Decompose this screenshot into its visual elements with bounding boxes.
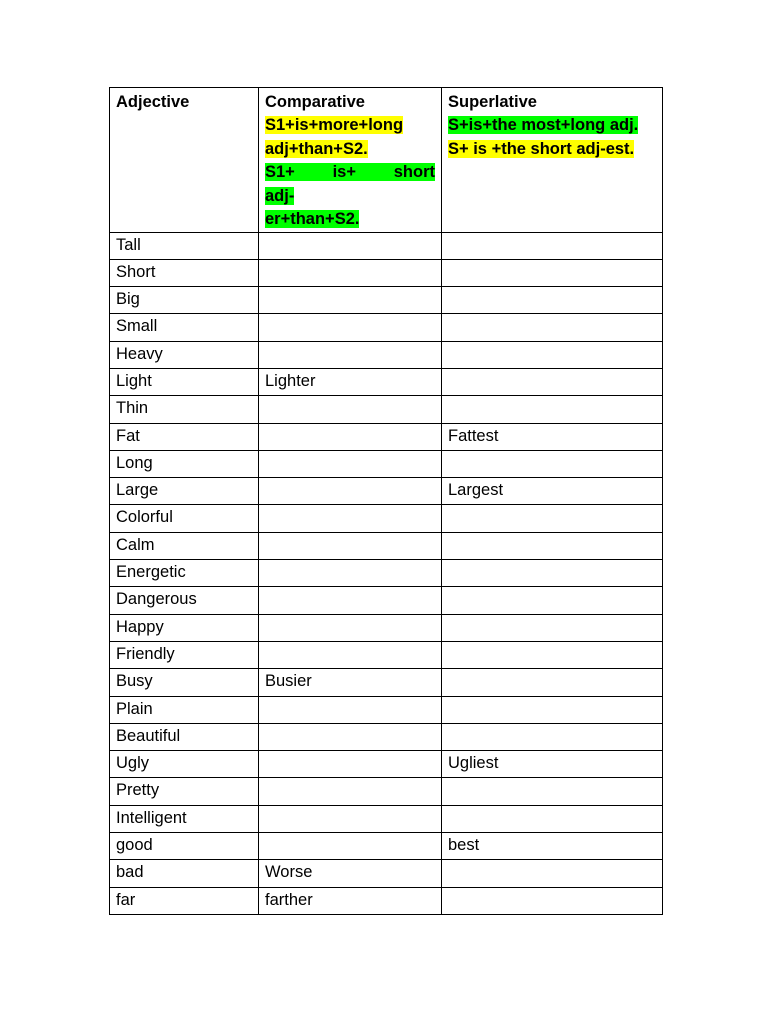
cell-superlative: Fattest xyxy=(442,423,663,450)
cell-adjective: Busy xyxy=(110,669,259,696)
cell-comparative xyxy=(259,614,442,641)
cell-superlative xyxy=(442,287,663,314)
cell-superlative xyxy=(442,314,663,341)
cell-comparative: farther xyxy=(259,887,442,914)
adjective-table xyxy=(109,87,663,915)
cell-comparative: Worse xyxy=(259,860,442,887)
table-row xyxy=(110,287,663,314)
cell-superlative: best xyxy=(442,833,663,860)
table-row xyxy=(110,723,663,750)
cell-comparative xyxy=(259,478,442,505)
cell-adjective: Large xyxy=(110,478,259,505)
cell-superlative xyxy=(442,560,663,587)
cell-adjective: Thin xyxy=(110,396,259,423)
cell-adjective: Ugly xyxy=(110,751,259,778)
cell-superlative xyxy=(442,368,663,395)
superlative-long-rule: S+is+the most+long adj. xyxy=(448,116,639,134)
cell-adjective: far xyxy=(110,887,259,914)
cell-comparative xyxy=(259,778,442,805)
cell-comparative xyxy=(259,505,442,532)
cell-adjective: Calm xyxy=(110,532,259,559)
table-row xyxy=(110,833,663,860)
cell-adjective: Pretty xyxy=(110,778,259,805)
cell-adjective: Colorful xyxy=(110,505,259,532)
table-row xyxy=(110,641,663,668)
cell-comparative xyxy=(259,423,442,450)
cell-superlative xyxy=(442,669,663,696)
table-row xyxy=(110,259,663,286)
cell-adjective: Dangerous xyxy=(110,587,259,614)
cell-superlative xyxy=(442,341,663,368)
cell-superlative xyxy=(442,614,663,641)
cell-adjective: Light xyxy=(110,368,259,395)
table-row xyxy=(110,778,663,805)
cell-superlative xyxy=(442,532,663,559)
cell-superlative xyxy=(442,505,663,532)
table-row xyxy=(110,887,663,914)
cell-comparative xyxy=(259,450,442,477)
cell-superlative xyxy=(442,259,663,286)
cell-comparative xyxy=(259,587,442,614)
cell-superlative: Ugliest xyxy=(442,751,663,778)
table-row xyxy=(110,614,663,641)
table-row xyxy=(110,423,663,450)
cell-adjective: bad xyxy=(110,860,259,887)
cell-comparative xyxy=(259,396,442,423)
cell-adjective: Fat xyxy=(110,423,259,450)
cell-adjective: Small xyxy=(110,314,259,341)
superlative-short-rule: S+ is +the short adj-est. xyxy=(448,139,635,158)
cell-comparative xyxy=(259,232,442,259)
document-page xyxy=(109,87,662,915)
cell-adjective: Plain xyxy=(110,696,259,723)
cell-comparative: Busier xyxy=(259,669,442,696)
cell-adjective: Beautiful xyxy=(110,723,259,750)
cell-adjective: Tall xyxy=(110,232,259,259)
cell-superlative: Largest xyxy=(442,478,663,505)
cell-comparative xyxy=(259,641,442,668)
cell-superlative xyxy=(442,696,663,723)
cell-comparative xyxy=(259,751,442,778)
cell-adjective: Happy xyxy=(110,614,259,641)
cell-comparative xyxy=(259,532,442,559)
cell-comparative xyxy=(259,805,442,832)
table-header-row xyxy=(110,88,663,233)
cell-superlative xyxy=(442,723,663,750)
cell-comparative: Lighter xyxy=(259,368,442,395)
cell-adjective: good xyxy=(110,833,259,860)
comparative-short-rule-line1: S1+ is+ short adj- xyxy=(265,163,435,205)
header-comparative-label: Comparative xyxy=(265,93,365,111)
table-body xyxy=(110,232,663,914)
comparative-long-rule-line1: S1+is+more+long xyxy=(265,116,404,134)
cell-superlative xyxy=(442,450,663,477)
cell-comparative xyxy=(259,341,442,368)
cell-superlative xyxy=(442,778,663,805)
cell-adjective: Energetic xyxy=(110,560,259,587)
cell-superlative xyxy=(442,641,663,668)
comparative-long-rule-line2: adj+than+S2. xyxy=(265,139,368,158)
header-adjective xyxy=(110,88,259,233)
cell-comparative xyxy=(259,723,442,750)
table-row xyxy=(110,805,663,832)
cell-adjective: Heavy xyxy=(110,341,259,368)
cell-superlative xyxy=(442,860,663,887)
cell-adjective: Big xyxy=(110,287,259,314)
table-row xyxy=(110,450,663,477)
table-row xyxy=(110,505,663,532)
cell-comparative xyxy=(259,833,442,860)
table-row xyxy=(110,232,663,259)
cell-adjective: Friendly xyxy=(110,641,259,668)
cell-adjective: Intelligent xyxy=(110,805,259,832)
table-row xyxy=(110,532,663,559)
header-adjective-label: Adjective xyxy=(116,93,190,111)
table-row xyxy=(110,669,663,696)
table-row xyxy=(110,368,663,395)
header-comparative xyxy=(259,88,442,233)
table-row xyxy=(110,860,663,887)
cell-adjective: Long xyxy=(110,450,259,477)
table-row xyxy=(110,696,663,723)
table-row xyxy=(110,560,663,587)
cell-comparative xyxy=(259,560,442,587)
table-row xyxy=(110,396,663,423)
cell-superlative xyxy=(442,887,663,914)
cell-superlative xyxy=(442,805,663,832)
cell-superlative xyxy=(442,587,663,614)
cell-adjective: Short xyxy=(110,259,259,286)
table-row xyxy=(110,587,663,614)
table-row xyxy=(110,751,663,778)
cell-comparative xyxy=(259,259,442,286)
table-row xyxy=(110,314,663,341)
table-row xyxy=(110,341,663,368)
header-superlative xyxy=(442,88,663,233)
header-superlative-label: Superlative xyxy=(448,93,537,111)
table-row xyxy=(110,478,663,505)
cell-comparative xyxy=(259,314,442,341)
cell-superlative xyxy=(442,232,663,259)
cell-comparative xyxy=(259,287,442,314)
cell-superlative xyxy=(442,396,663,423)
comparative-short-rule-line2: er+than+S2. xyxy=(265,210,360,228)
cell-comparative xyxy=(259,696,442,723)
